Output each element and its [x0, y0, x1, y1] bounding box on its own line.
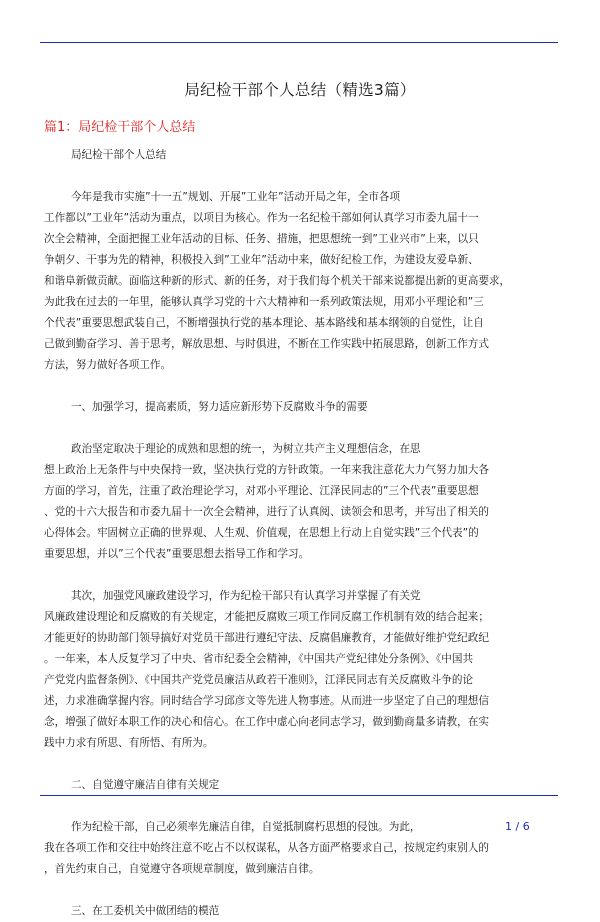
body-line: 己做到勤奋学习、善于思考，解放思想、与时俱进，不断在工作实践中拓展思路，创新工作方式	[44, 338, 489, 350]
body-line: 为此我在过去的一年里，能够认真学习党的十六大精神和一系列政策法规，用邓小平理论和”三	[44, 296, 484, 308]
body-line: 今年是我市实施”十一五”规划、开展”工业年”活动开局之年，全市各项	[44, 191, 401, 203]
document-title: 局纪检干部个人总结（精选3篇）	[184, 81, 416, 99]
blank-line	[44, 796, 558, 817]
body-line: 才能更好的协助部门领导搞好对党员干部进行遵纪守法、反腐倡廉教育，才能做好维护党纪政纪	[44, 632, 489, 644]
blank-line	[44, 565, 558, 586]
document-body	[44, 145, 558, 922]
body-line: 述，力求准确掌握内容。同时结合学习邱彦文等先进人物事迹。从而进一步坚定了自己的理想信	[44, 695, 489, 707]
body-line: 一、加强学习，提高素质，努力适应新形势下反腐败斗争的需要	[44, 401, 368, 413]
blank-line	[44, 754, 558, 775]
section-heading: 篇1：局纪检干部个人总结	[44, 120, 196, 135]
footer-rule	[40, 795, 558, 796]
body-line: 践中力求有所思、有所悟、有所为。	[44, 737, 214, 749]
blank-line	[44, 418, 558, 439]
body-line: 方面的学习，首先，注重了政治理论学习，对邓小平理论、江泽民同志的”三个代表”重要思想	[44, 485, 479, 497]
body-line: ，首先约束自己，自觉遵守各项规章制度，做到廉洁自律。	[44, 863, 320, 875]
body-line: 作为纪检干部，自己必须率先廉洁自律，自觉抵制腐朽思想的侵蚀。为此，	[44, 821, 421, 833]
body-line: 二、自觉遵守廉洁自律有关规定	[44, 779, 220, 791]
body-line: 我在各项工作和交往中始终注意不吃占不以权谋私，从各方面严格要求自己，按规定约束别人的	[44, 842, 489, 854]
body-line: 方法，努力做好各项工作。	[44, 359, 172, 371]
blank-line	[44, 376, 558, 397]
body-line: 念，增强了做好本职工作的决心和信心。在工作中虚心向老同志学习，做到勤商量多请教，在实	[44, 716, 489, 728]
body-line: 重要思想，并以”三个代表”重要思想去指导工作和学习。	[44, 548, 310, 560]
body-line: 争朝夕、干事为先的精神，积极投入到”工业年”活动中来，做好纪检工作，为建设友爱阜新、	[44, 254, 479, 266]
body-line: 和谐阜新做贡献。面临这种新的形式、新的任务，对于我们每个机关干部来说都提出新的更高要求，	[44, 275, 511, 287]
body-line: 风廉政建设理论和反腐败的有关规定，才能把反腐败三项工作同反腐工作机制有效的结合起来；	[44, 611, 489, 623]
body-line: 个代表”重要思想武装自己，不断增强执行党的基本理论、基本路线和基本纲领的自觉性，让自	[44, 317, 484, 329]
blank-line	[44, 880, 558, 901]
body-line: 局纪检干部个人总结	[44, 149, 167, 161]
page-number: 1 / 6	[505, 820, 530, 833]
blank-line	[44, 166, 558, 187]
body-line: 想上政治上无条件与中央保持一致，坚决执行党的方针政策。一年来我注意花大力气努力加大各	[44, 464, 489, 476]
body-line: 工作都以”工业年”活动为重点，以项目为核心。作为一名纪检干部如何认真学习市委九届十一	[44, 212, 479, 224]
body-line: 政治坚定取决于理论的成熟和思想的统一，为树立共产主义理想信念，在思	[44, 443, 421, 455]
body-line: 、党的十六大报告和市委九届十一次全会精神，进行了认真阅、读领会和思考，并写出了相关的	[44, 506, 489, 518]
body-line: 。一年来，本人反复学习了中央、省市纪委全会精神，《中国共产党纪律处分条例》、《中国共	[44, 653, 474, 665]
body-line: 其次，加强党风廉政建设学习，作为纪检干部只有认真学习并掌握了有关党	[44, 590, 421, 602]
body-line: 次全会精神，全面把握工业年活动的目标、任务、措施，把思想统一到”工业兴市”上来，以只	[44, 233, 479, 245]
body-line: 三、在工委机关中做团结的模范	[44, 905, 220, 917]
header-rule	[40, 42, 558, 43]
body-line: 心得体会。牢固树立正确的世界观、人生观、价值观，在思想上行动上自觉实践”三个代表”的	[44, 527, 479, 539]
body-line: 产党党内监督条例》、《中国共产党党员廉洁从政若干准则》，江泽民同志有关反腐败斗争的论	[44, 674, 474, 686]
